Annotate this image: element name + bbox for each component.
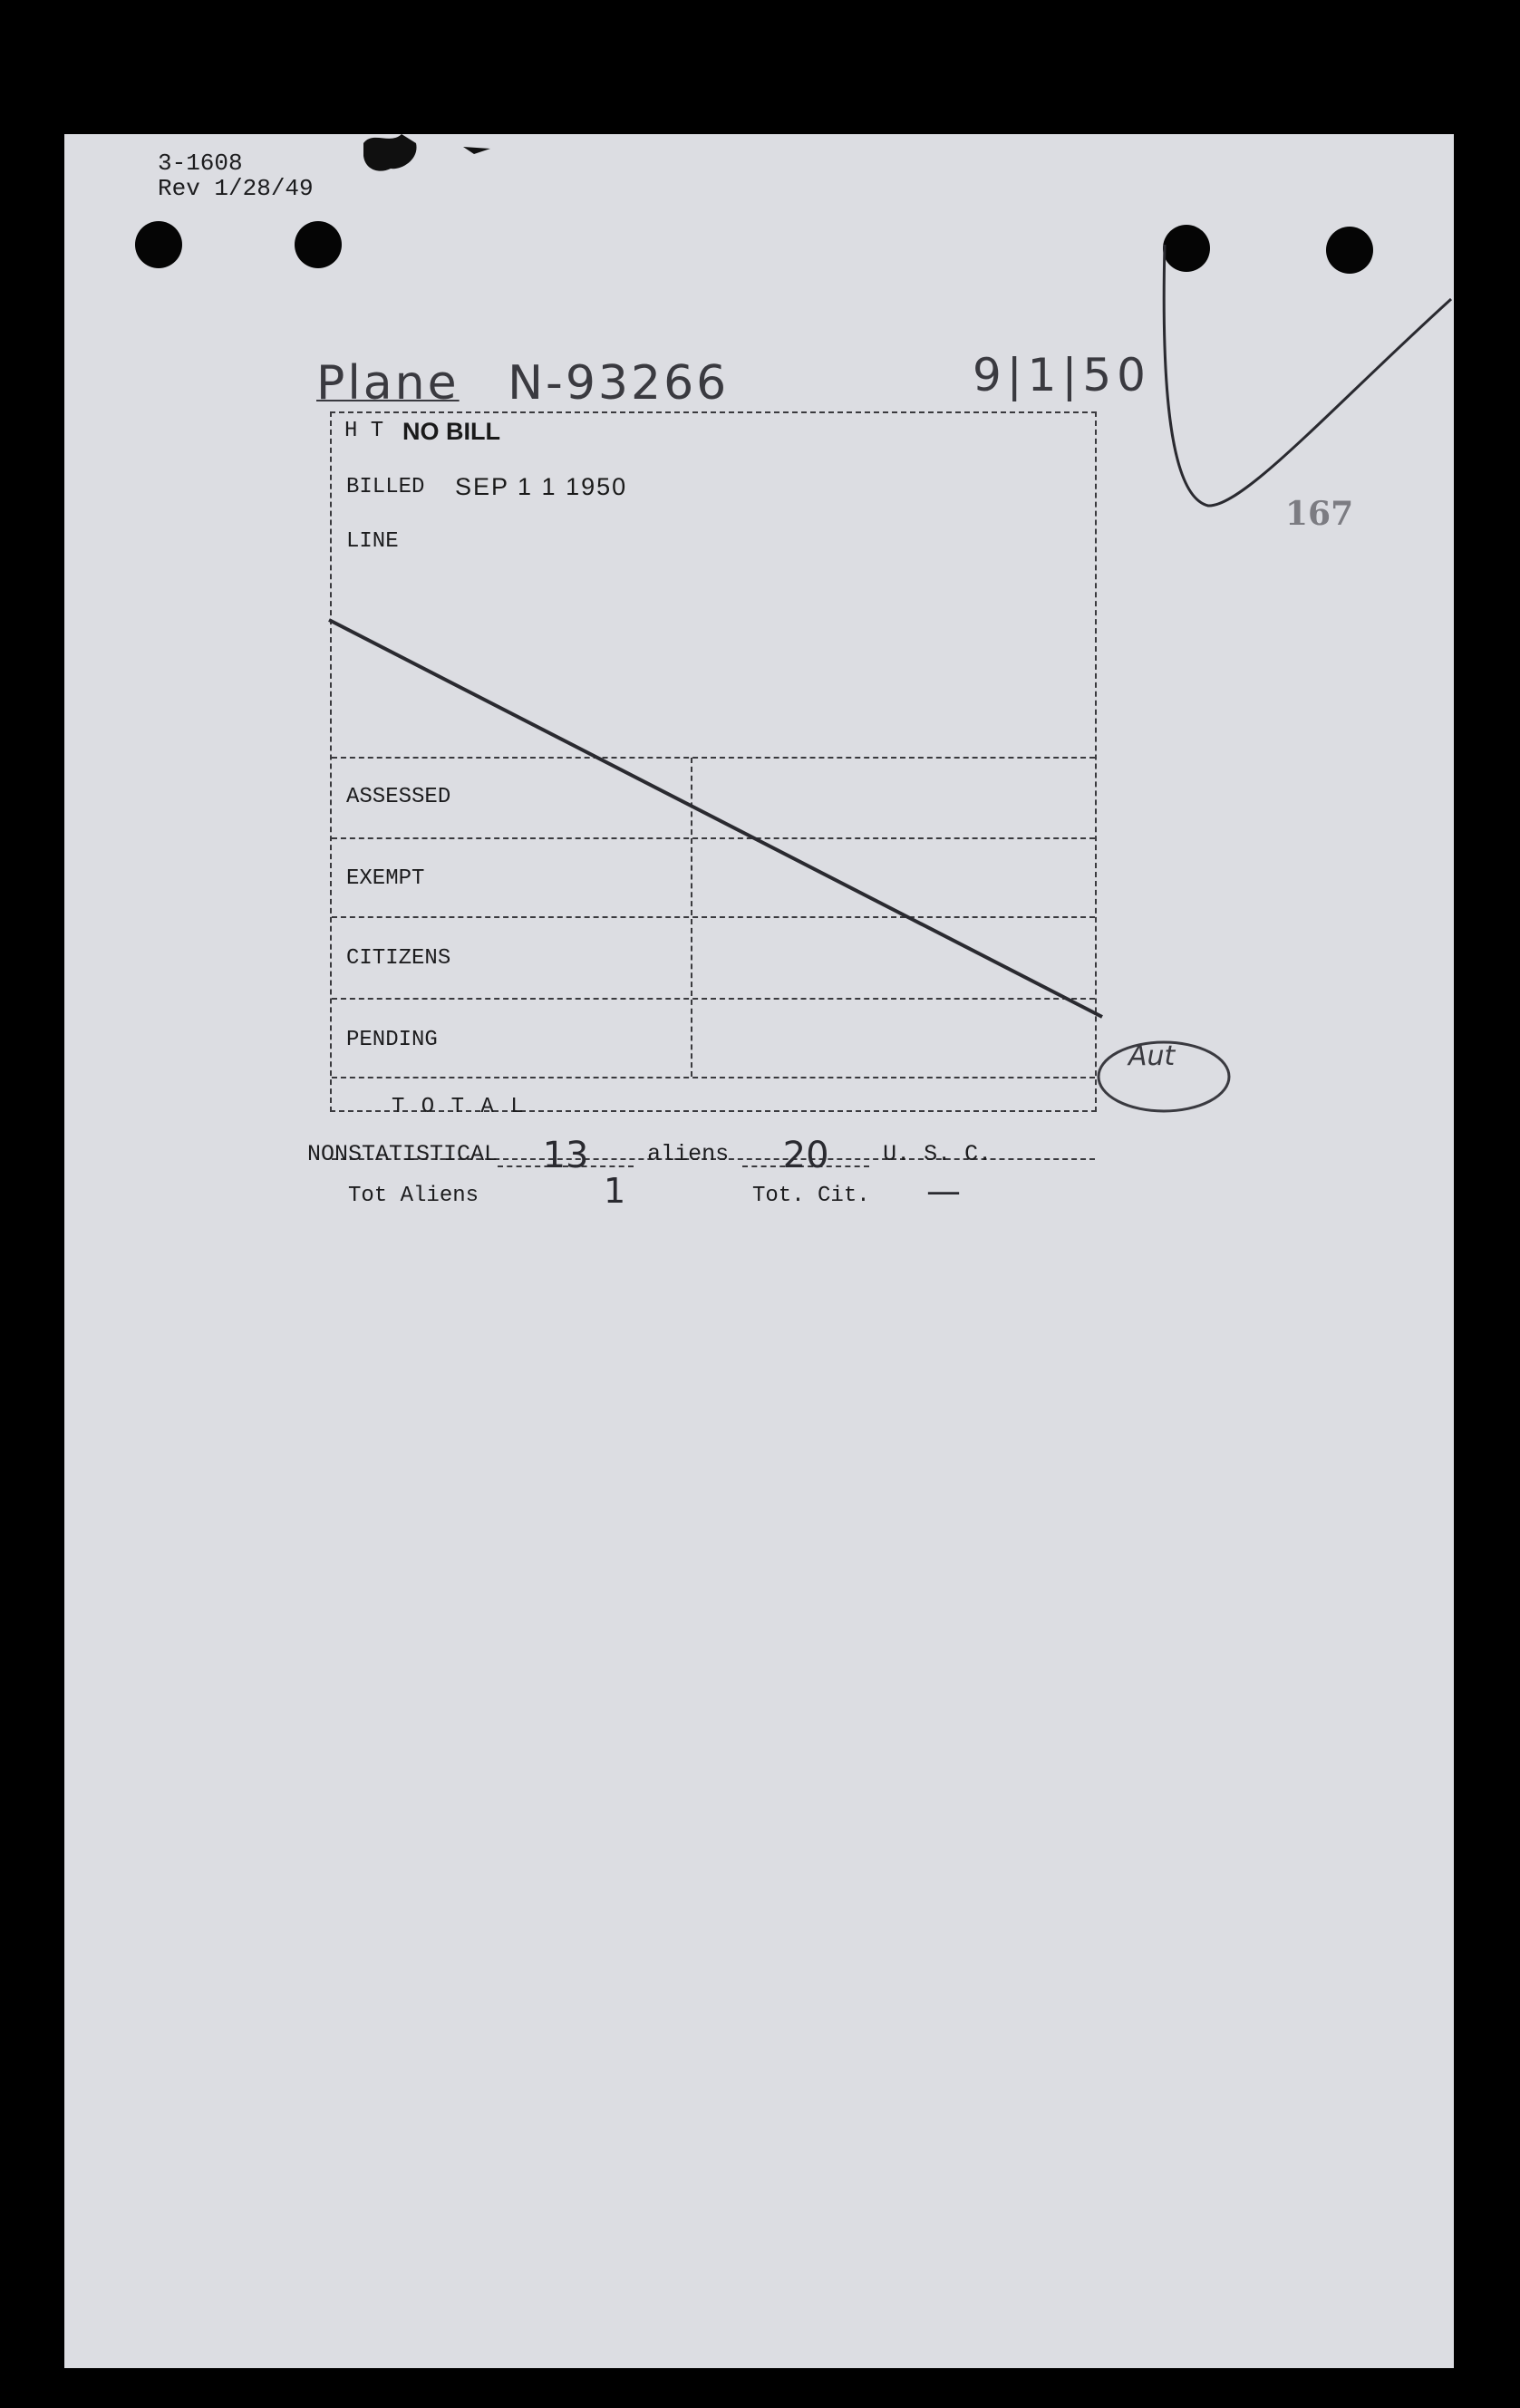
form-id: 3-1608 xyxy=(158,150,243,177)
check-mark-icon xyxy=(1164,245,1451,506)
billed-date-stamp: SEP 1 1 1950 xyxy=(455,473,628,500)
plane-number: N-93266 xyxy=(508,356,730,411)
row-exempt: EXEMPT xyxy=(346,866,425,891)
billed-label: BILLED xyxy=(346,475,425,499)
usc-label: U. S. C. xyxy=(883,1141,992,1167)
initials-circle-icon xyxy=(1099,1042,1229,1111)
row-pending: PENDING xyxy=(346,1028,438,1052)
tot-aliens-label: Tot Aliens xyxy=(348,1184,479,1208)
document-page xyxy=(64,134,1454,2368)
handwritten-date: 9|1|50 xyxy=(973,349,1151,401)
line-label: LINE xyxy=(346,529,399,554)
no-bill-stamp: NO BILL xyxy=(402,418,500,445)
total-label: T O T A L xyxy=(392,1095,526,1119)
pen-marks xyxy=(64,134,1454,2368)
form-revision: Rev 1/28/49 xyxy=(158,175,314,202)
page-number: 167 xyxy=(1285,495,1354,533)
plane-label: Plane xyxy=(316,356,460,411)
tear-mark-icon xyxy=(463,147,490,154)
aliens-value: 13 xyxy=(498,1135,634,1167)
initials-mark: Aut xyxy=(1128,1040,1176,1072)
aliens-label: aliens xyxy=(647,1141,730,1167)
row-citizens: CITIZENS xyxy=(346,946,451,971)
ht-label: H T xyxy=(344,419,384,443)
row-assessed: ASSESSED xyxy=(346,785,451,809)
tot-cit-value: — xyxy=(926,1171,961,1211)
usc-value: 20 xyxy=(742,1135,869,1167)
cross-out-line xyxy=(329,620,1102,1017)
nonstatistical-label: NONSTATISTICAL xyxy=(307,1141,499,1167)
tot-cit-label: Tot. Cit. xyxy=(752,1184,870,1208)
tot-aliens-value: 1 xyxy=(604,1171,626,1211)
tear-mark-icon xyxy=(363,134,417,171)
